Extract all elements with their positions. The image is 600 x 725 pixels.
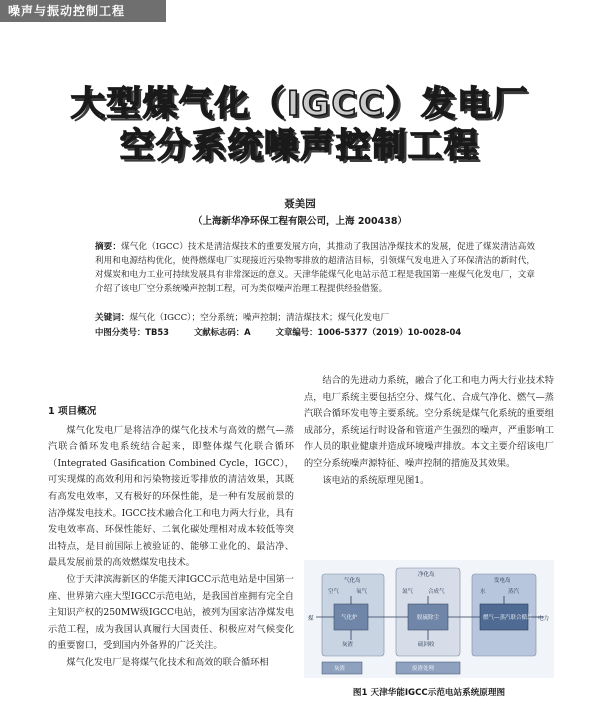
affiliation: （上海新华净环保工程有限公司，上海 200438） bbox=[193, 216, 407, 227]
title-line-1: 大型煤气化（IGCC）发电厂 bbox=[70, 84, 530, 124]
power-out-label: 电力 bbox=[538, 616, 550, 622]
paragraph: 煤气化发电厂是将洁净的煤气化技术与高效的燃气—蒸汽联合循环发电系统结合起来，即整体煤气化联合循环（Integrated Gasification Combined Cycle，IGCC），可实现煤的高效利用和污染物接近零排放的清洁效果，其既有高发电效率，又有极好的环保性能，是一种有发展前景的洁净煤发电技术。IGCC技术融合化工和电力两大行业，具有发电效率高、环保性能好、二氧化碳处理相对成本较低等突出特点，是目前国际上被验证的、能够工业化的、最洁净、最具发展前景的高效燃煤发电技术。 bbox=[48, 424, 294, 569]
gasifier-label: 气化炉 bbox=[341, 615, 358, 621]
sulfur-label: 硫回收 bbox=[418, 642, 435, 648]
paragraph: 位于天津滨海新区的华能天津IGCC示范电站是中国第一座、世界第六座大型IGCC示范电站，是我国首座拥有完全自主知识产权的250MW级IGCC电站，被列为国家洁净煤发电示范工程，成为我国认真履行大国责任、积极应对气候变化的重要窗口，受到国内外备界的广泛关注。 bbox=[48, 573, 294, 652]
slag-label: 灰渣 bbox=[342, 642, 354, 648]
paragraph: 煤气化发电厂是将煤气化技术和高效的联合循环相 bbox=[66, 656, 269, 668]
clc-number: 中图分类号：TB53 bbox=[95, 327, 170, 337]
author: 聂美园 bbox=[284, 198, 316, 210]
article-meta bbox=[95, 326, 555, 338]
article-number: 文章编号：1006-5377（2019）10-0028-04 bbox=[275, 327, 462, 337]
paragraph: 该电站的系统原理见图1。 bbox=[322, 474, 430, 486]
water-label: 水 bbox=[480, 589, 486, 595]
steam-label: 蒸汽 bbox=[508, 589, 520, 595]
syngas-label: 合成气 bbox=[428, 589, 445, 595]
purification-label: 净化岛 bbox=[418, 572, 435, 578]
nitrogen-label: 氮气 bbox=[402, 589, 414, 595]
document-code: 文献标志码：A bbox=[193, 327, 251, 337]
title-line-2: 空分系统噪声控制工程 bbox=[120, 126, 480, 166]
figure-caption: 图1 天津华能IGCC示范电站系统原理图 bbox=[352, 688, 506, 698]
keywords-label: 关键词： bbox=[95, 313, 130, 323]
waste-label: 废渣处理 bbox=[412, 666, 435, 672]
abstract-text: 煤气化（IGCC）技术是清洁煤技术的重要发展方向，其推动了我国洁净煤技术的发展，促进了煤炭清洁高效利用和电源结构优化，使得燃煤电厂实现接近污染物零排放的超清洁目标，引领煤气发电进入了环保清洁的新时代，对煤炭和电力工业可持续发展具有非常深远的意义。天津华能煤气化电站示范工程是我国第一座煤气化发电厂，文章介绍了该电厂空分系统噪声控制工程，可为类似噪声治理工程提供经验借鉴。 bbox=[95, 242, 535, 294]
left-column bbox=[48, 404, 294, 672]
cc-label: 燃气—蒸汽联合循环 bbox=[483, 615, 533, 621]
section-heading: 1 项目概况 bbox=[48, 406, 97, 417]
paragraph: 结合的先进动力系统，融合了化工和电力两大行业技术特点，电厂系统主要包括空分、煤气化、合成气净化、燃气—蒸汽联合循环发电等主要系统。空分系统是煤气化系统的重要组成部分，系统运行时设备和管道产生强烈的噪声，严重影响工作人员的职业健康并造成环境噪声排放。本文主要介绍该电厂的空分系统噪声源特征、噪声控制的措施及其效果。 bbox=[304, 375, 554, 469]
section-tag: 噪声与振动控制工程 bbox=[0, 0, 166, 22]
ash-label: 灰渣 bbox=[334, 666, 346, 672]
purify-label: 脱硫除尘 bbox=[417, 615, 440, 621]
air-label: 空气 bbox=[328, 589, 340, 595]
right-column bbox=[304, 373, 554, 489]
keywords-text: 煤气化（IGCC）；空分系统；噪声控制；清洁煤技术；煤气化发电厂 bbox=[129, 313, 390, 323]
abstract-label: 摘要： bbox=[95, 242, 122, 252]
coal-label: 煤 bbox=[308, 616, 314, 622]
system-diagram bbox=[304, 560, 554, 678]
gasification-label: 气化岛 bbox=[344, 578, 361, 584]
keywords bbox=[95, 311, 535, 325]
power-label: 发电岛 bbox=[494, 578, 511, 584]
oxygen-label: 氧气 bbox=[356, 589, 368, 595]
abstract bbox=[95, 240, 535, 296]
